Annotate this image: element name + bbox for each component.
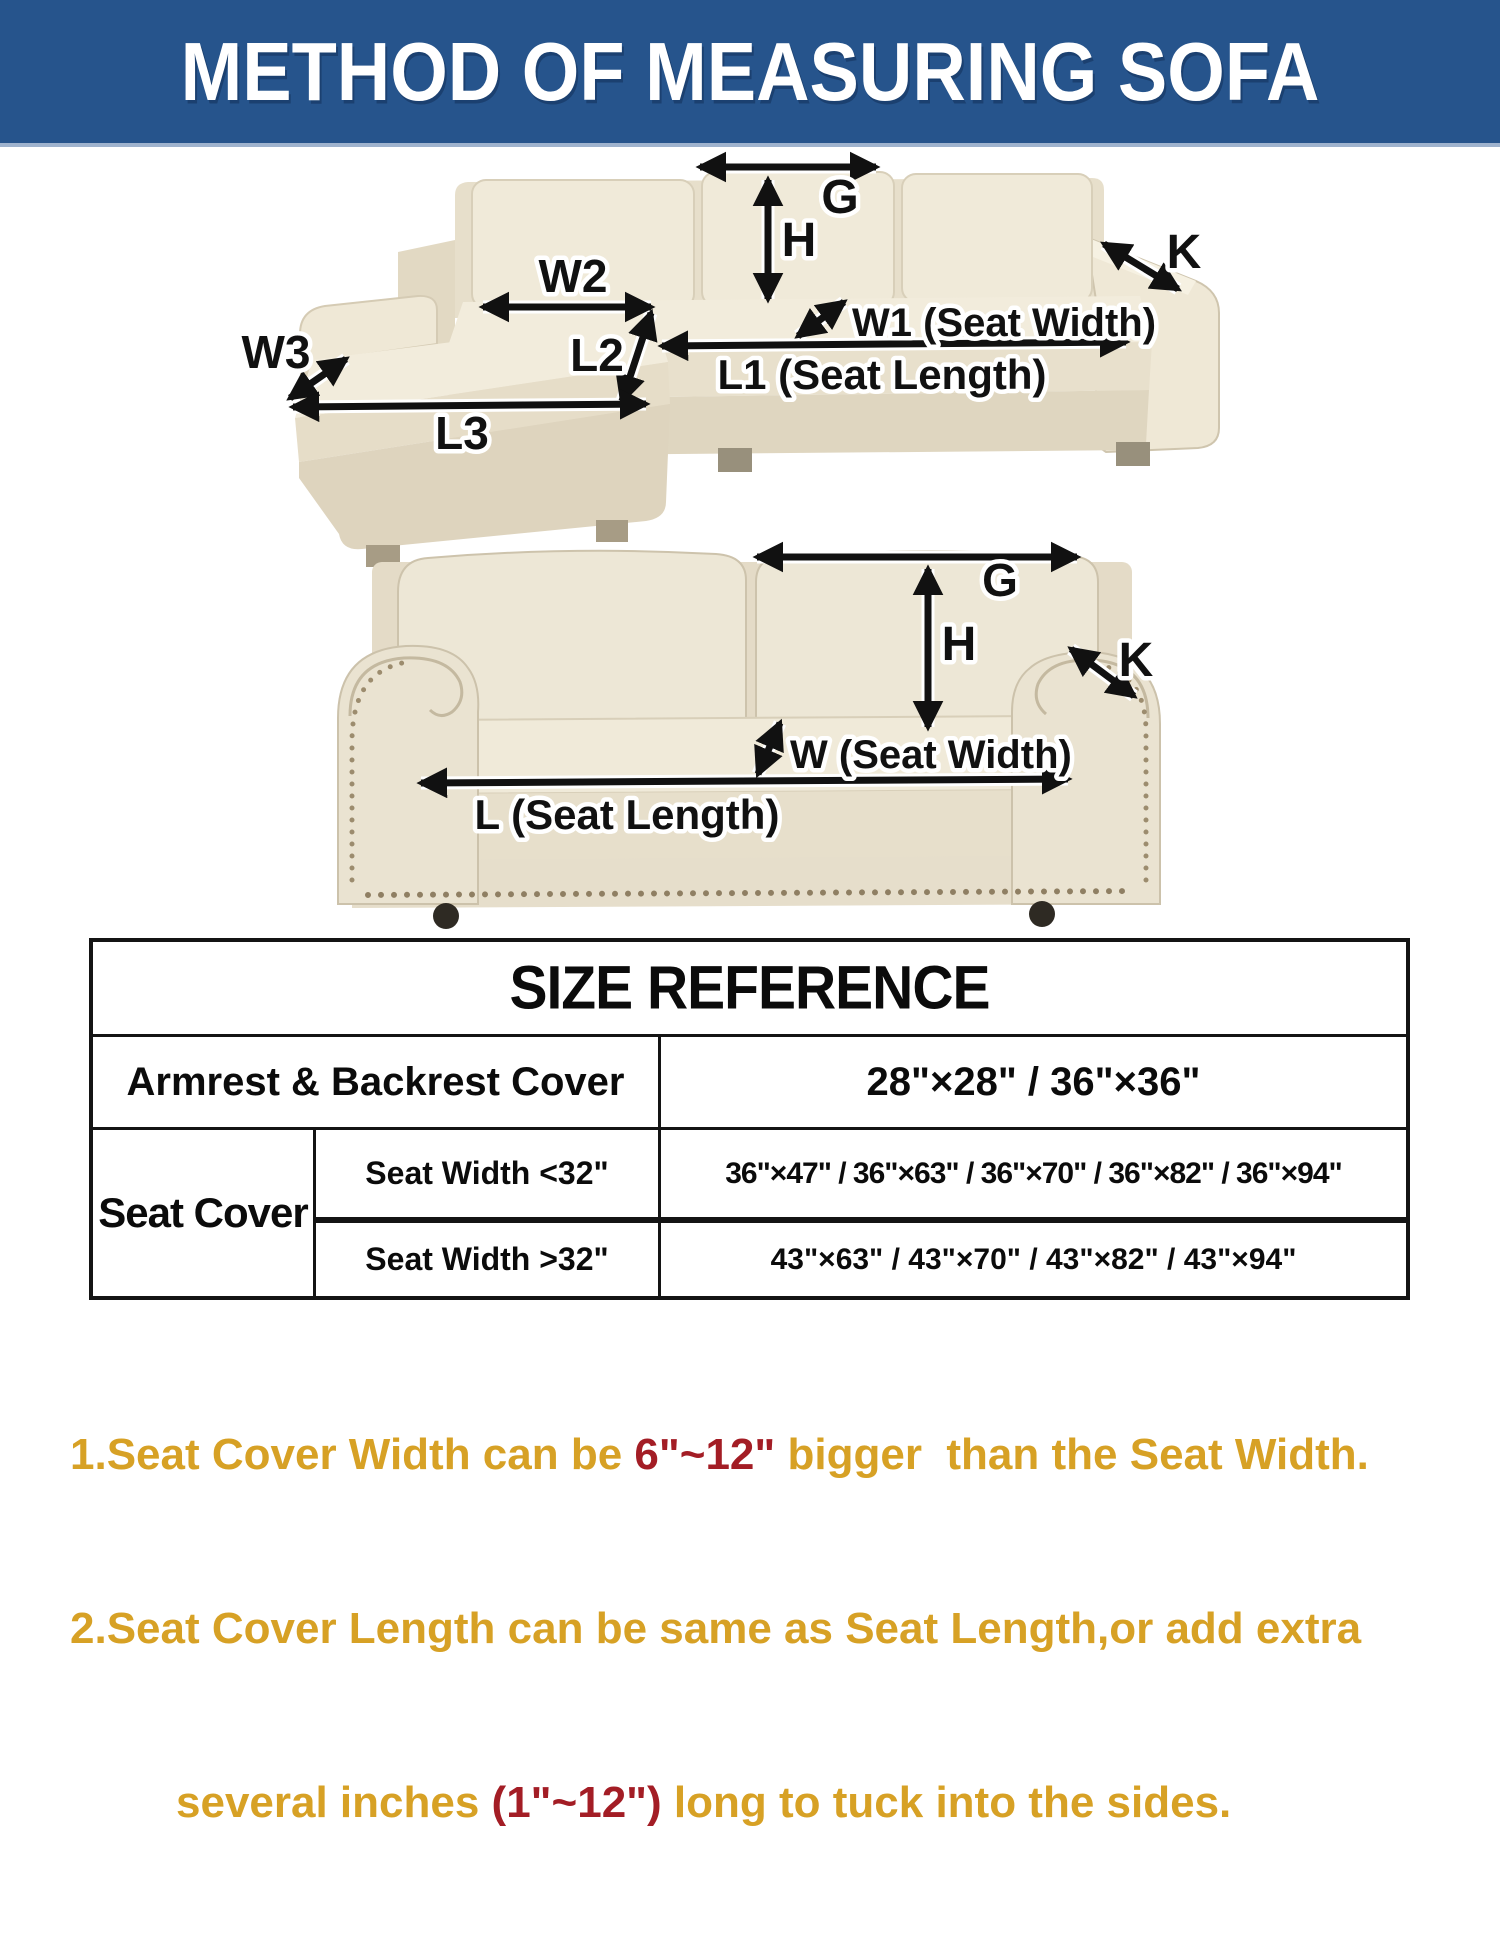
note3-text-end: long to tuck into the sides. xyxy=(661,1778,1232,1827)
seat-cover-label: Seat Cover xyxy=(93,1127,316,1296)
sofa-measurement-diagram xyxy=(0,147,1500,940)
label-h2: H xyxy=(941,618,977,671)
note1-text-end: bigger than the Seat Width. xyxy=(775,1430,1369,1479)
note1-highlight: 6"~12" xyxy=(634,1430,776,1479)
size-reference-table xyxy=(89,938,1410,1300)
label-l3: L3 xyxy=(435,407,489,459)
label-l2: L2 xyxy=(570,329,624,381)
label-h1: H xyxy=(781,214,817,267)
label-w1: W1 (Seat Width) xyxy=(852,301,1157,345)
note2-text: 2.Seat Cover Length can be same as Seat Length,or add extra xyxy=(70,1604,1362,1653)
note-line-2 xyxy=(70,1600,1462,1658)
label-w2: W2 xyxy=(538,250,608,302)
seat-width-small-sizes: 36"×47" / 36"×63" / 36"×70" / 36"×82" / 36"×94" xyxy=(661,1127,1406,1217)
note1-text: 1.Seat Cover Width can be xyxy=(70,1430,635,1479)
page-title: METHOD OF MEASURING SOFA xyxy=(180,25,1320,118)
label-g2: G xyxy=(982,554,1018,606)
note3-text: several inches xyxy=(176,1778,492,1827)
seat-width-large-label: Seat Width >32" xyxy=(316,1217,661,1296)
armrest-backrest-label: Armrest & Backrest Cover xyxy=(93,1034,661,1127)
label-l1: L1 (Seat Length) xyxy=(717,351,1047,398)
label-l: L (Seat Length) xyxy=(474,791,780,838)
seat-width-small-label: Seat Width <32" xyxy=(316,1127,661,1217)
header-banner xyxy=(0,0,1500,147)
label-w: W (Seat Width) xyxy=(790,733,1072,777)
armrest-backrest-sizes: 28"×28" / 36"×36" xyxy=(661,1034,1406,1127)
label-g1: G xyxy=(821,171,859,224)
note-line-1 xyxy=(70,1426,1462,1484)
arrow-l xyxy=(421,779,1068,783)
footnotes xyxy=(70,1310,1462,1948)
table-title: SIZE REFERENCE xyxy=(509,953,990,1023)
label-k2: K xyxy=(1118,634,1154,687)
seat-width-large-sizes: 43"×63" / 43"×70" / 43"×82" / 43"×94" xyxy=(661,1217,1406,1296)
label-k1: K xyxy=(1166,226,1202,279)
label-w3: W3 xyxy=(241,326,311,378)
note3-highlight: (1"~12") xyxy=(491,1778,662,1827)
note-line-3 xyxy=(70,1774,1462,1832)
